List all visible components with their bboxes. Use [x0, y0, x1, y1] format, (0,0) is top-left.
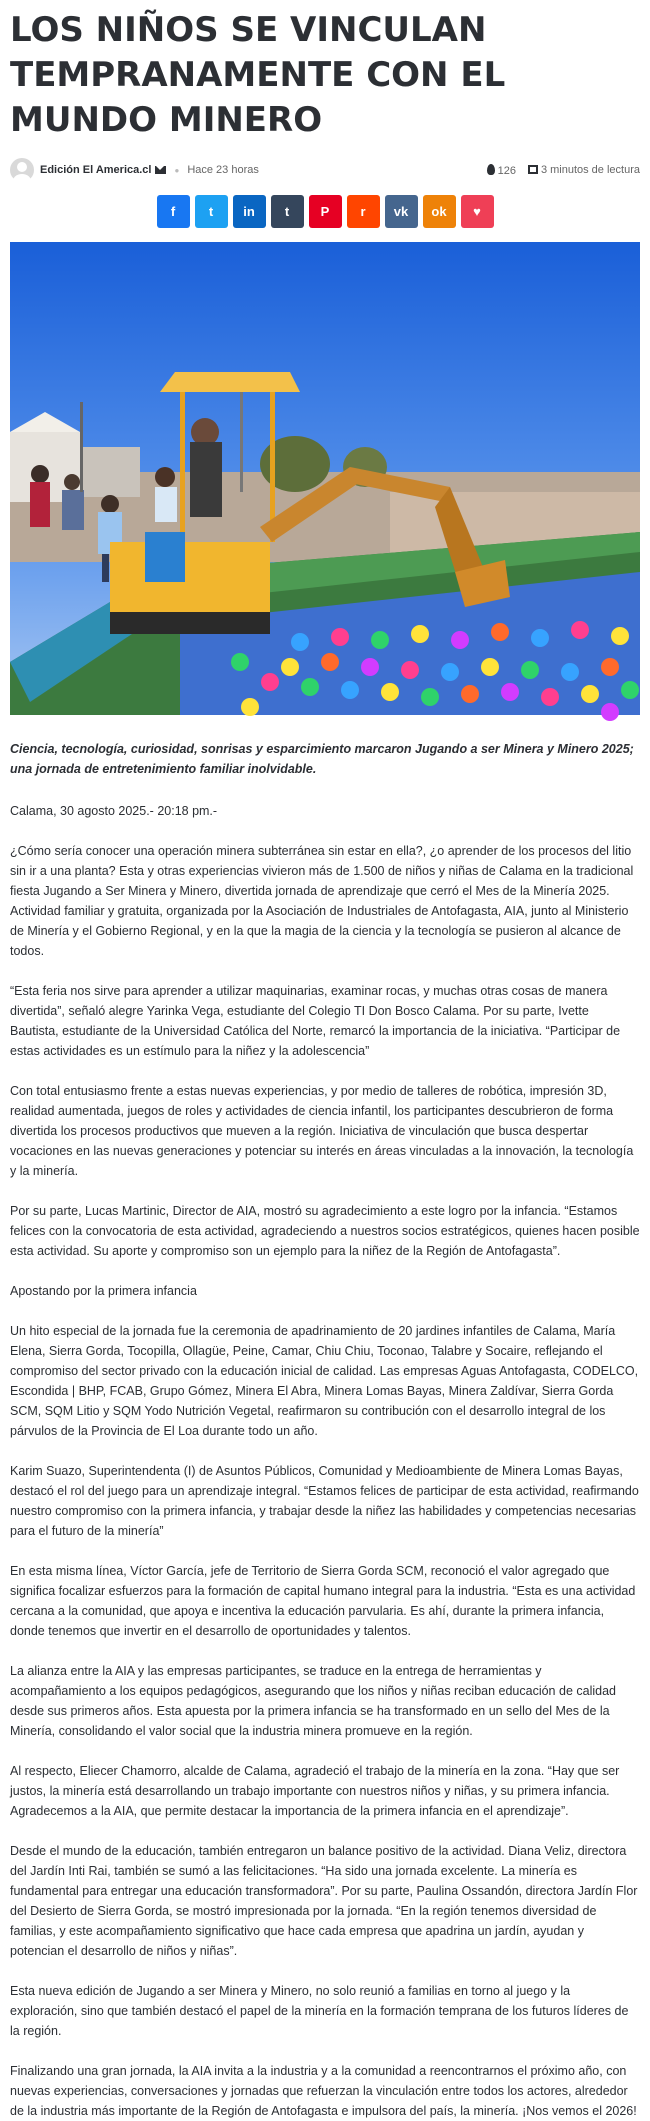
article-paragraph: Karim Suazo, Superintendenta (I) de Asuntos Públicos, Comunidad y Medioambiente de Minera Lomas Bayas, destacó el rol del juego para un aprendizaje integral. “Estamos felices de participar de esta actividad, reafirmando nuestro compromiso con la primera infancia, y trabajar desde la niñez las habilidades y competencias necesarias para el futuro de la minería”	[10, 1464, 639, 1538]
book-icon	[528, 165, 538, 174]
article-paragraph: La alianza entre la AIA y las empresas participantes, se traduce en la entrega de herramientas y acompañamiento a los equipos pedagógicos, asegurando que los niños y niñas reciban educación de calidad desde sus primeros años. Esta apuesta por la primera infancia se ha transformado en un sello del Mes de la Minería, consolidando el valor social que la industria minera promueve en la región.	[10, 1664, 616, 1738]
reddit-icon: r	[360, 204, 366, 219]
linkedin-share-button[interactable]	[233, 195, 266, 228]
hero-photo	[10, 242, 640, 715]
meta-stats	[487, 164, 640, 177]
mail-icon[interactable]	[155, 166, 166, 174]
twitter-share-button[interactable]	[195, 195, 228, 228]
vk-icon: vk	[393, 204, 409, 219]
article-paragraph: Un hito especial de la jornada fue la ceremonia de apadrinamiento de 20 jardines infantiles de Calama, María Elena, Sierra Gorda, Tocopilla, Ollagüe, Peine, Camar, Chiu Chiu, Toconao, Talabre y Socaire, reflejando el compromiso del sector privado con la educación inicial de calidad. Las empresas Aguas Antofagasta, CODELCO, Escondida | BHP, FCAB, Grupo Gómez, Minera El Abra, Minera Lomas Bayas, Minera Zaldívar, Sierra Gorda SCM, SQM Litio y SQM Yodo Nutrición Vegetal, reafirmaron su contribución con el desarrollo integral de los párvulos de la Provincia de El Loa durante todo un año.	[10, 1324, 639, 1438]
article-paragraph: Por su parte, Lucas Martinic, Director de AIA, mostró su agradecimiento a este logro por la infancia. “Estamos felices con la convocatoria de esta actividad, agradeciendo a nuestros socios estratégicos, quienes hacen posible esta actividad. Su aporte y compromiso son un ejemplo para la niñez de la Región de Antofagasta”.	[10, 1204, 640, 1258]
share-buttons	[10, 195, 640, 228]
flame-icon	[487, 164, 495, 175]
tumblr-share-button[interactable]	[271, 195, 304, 228]
pinterest-share-button[interactable]	[309, 195, 342, 228]
views-count: 126	[487, 164, 516, 177]
article-paragraph: Calama, 30 agosto 2025.- 20:18 pm.-	[10, 804, 218, 818]
pinterest-icon: P	[320, 204, 330, 219]
article-title: LOS NIÑOS SE VINCULAN TEMPRANAMENTE CON EL MUNDO MINERO	[10, 10, 506, 140]
odnoklassniki-icon: ok	[431, 204, 447, 219]
article-paragraph: Esta nueva edición de Jugando a ser Minera y Minero, no solo reunió a familias en torno al juego y la exploración, sino que también destacó el papel de la minería en la formación temprana de los futuros líderes de la región.	[10, 1984, 629, 2038]
article-paragraph: Desde el mundo de la educación, también entregaron un balance positivo de la actividad. Diana Veliz, directora del Jardín Inti Rai, también se sumó a las felicitaciones. “Ha sido una jornada excelente. La minería es fundamental para entregar una educación transformadora”. Por su parte, Paulina Ossandón, directora Jardín Flor del Desierto de Sierra Gorda, se mostró impresionada por la jornada. “En la región tenemos diversidad de familias, y este acompañamiento significativo que hace cada empresa que apadrina un jardín, ayudan y potencian el desarrollo de niños y niñas”.	[10, 1844, 638, 1958]
article-paragraph: Con total entusiasmo frente a estas nuevas experiencias, y por medio de talleres de robótica, impresión 3D, realidad aumentada, juegos de roles y actividades de ciencia infantil, los participantes descubrieron de forma divertida los procesos productivos que mueven a la región. Iniciativa de vinculación que busca despertar vocaciones en las nuevas generaciones y potenciar su interés en áreas vinculadas a la innovación, la tecnología y la minería.	[10, 1084, 634, 1178]
meta-separator: ●	[174, 165, 180, 175]
article-meta	[10, 155, 640, 185]
post-date: Hace 23 horas	[187, 164, 259, 176]
pocket-icon: ♥	[473, 204, 481, 219]
section-heading: Apostando por la primera infancia	[10, 1284, 197, 1298]
article-paragraph: Al respecto, Eliecer Chamorro, alcalde de Calama, agradeció el trabajo de la minería en la zona. “Hay que ser justos, la minería está desarrollando un trabajo importante con nuestros niños y niñas, y su primera infancia. Agradecemos a la AIA, que permite destacar la importancia de la primera infancia en el aprendizaje”.	[10, 1764, 620, 1818]
read-time: 3 minutos de lectura	[528, 164, 640, 176]
author-avatar[interactable]	[10, 158, 34, 182]
article-lead: Ciencia, tecnología, curiosidad, sonrisas y esparcimiento marcaron Jugando a ser Minera y Minero 2025; una jornada de entretenimiento familiar inolvidable.	[10, 742, 634, 776]
facebook-icon: f	[170, 204, 176, 219]
odnoklassniki-share-button[interactable]	[423, 195, 456, 228]
author-name[interactable]: Edición El America.cl	[40, 164, 152, 176]
article-paragraph: En esta misma línea, Víctor García, jefe de Territorio de Sierra Gorda SCM, reconoció el valor agregado que significa focalizar esfuerzos para la formación de capital humano integral para la industria. “Esta es una actividad cercana a la comunidad, que apoya e incentiva la educación parvularia. Es ahí, durante la primera infancia, donde tenemos que invertir en el desarrollo de oportunidades y talentos.	[10, 1564, 636, 1638]
article-paragraph: “Esta feria nos sirve para aprender a utilizar maquinarias, examinar rocas, y muchas otras cosas de manera divertida”, señaló alegre Yarinka Vega, estudiante del Colegio TI Don Bosco Calama. Por su parte, Ivette Bautista, estudiante de la Universidad Católica del Norte, remarcó la importancia de la iniciativa. “Participar de estas actividades es un estímulo para la niñez y la adolescencia”	[10, 984, 621, 1058]
tumblr-icon: t	[284, 204, 290, 219]
linkedin-icon: in	[243, 204, 255, 219]
twitter-icon: t	[208, 204, 214, 219]
article-paragraph: Finalizando una gran jornada, la AIA invita a la industria y a la comunidad a reencontrarnos el próximo año, con nuevas experiencias, conversaciones y jornadas que refuerzan la vinculación entre todos los actores, alrededor de la industria más importante de la Región de Antofagasta e impulsora del país, la minería. ¡Nos vemos el 2026!	[10, 2064, 637, 2118]
article-body	[10, 739, 640, 2121]
facebook-share-button[interactable]	[157, 195, 190, 228]
article-paragraph: ¿Cómo sería conocer una operación minera subterránea sin estar en ella?, ¿o aprender de los procesos del litio sin ir a una planta? Esta y otras experiencias vivieron más de 1.500 de niños y niñas de Calama en la tradicional fiesta Jugando a Ser Minera y Minero, divertida jornada de aprendizaje que cerró el Mes de la Minería 2025. Actividad familiar y gratuita, organizada por la Asociación de Industriales de Antofagasta, AIA, junto al Ministerio de Minería y el Gobierno Regional, y en la que la magia de la ciencia y la tecnología se pusieron al alcance de todos.	[10, 844, 634, 958]
pocket-share-button[interactable]	[461, 195, 494, 228]
vk-share-button[interactable]	[385, 195, 418, 228]
article-image	[10, 242, 640, 715]
reddit-share-button[interactable]	[347, 195, 380, 228]
